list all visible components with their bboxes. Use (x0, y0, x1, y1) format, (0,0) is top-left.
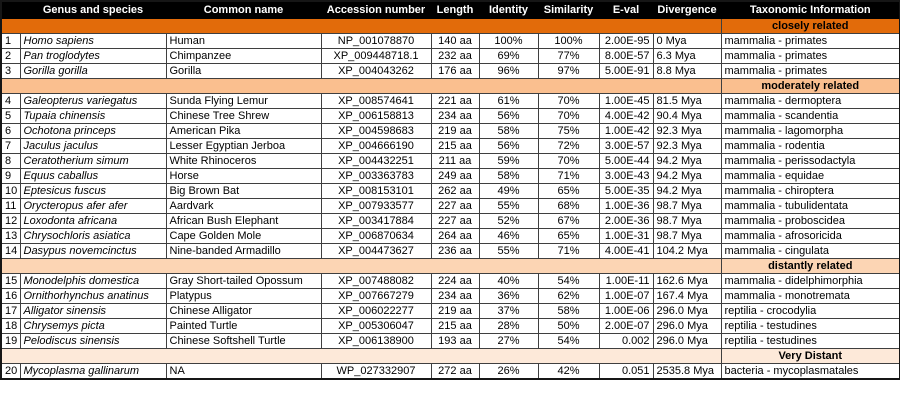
table-row (1, 139, 900, 154)
taxonomic-information-cell: mammalia - rodentia (721, 139, 900, 154)
identity-cell: 100% (479, 34, 538, 49)
length-cell: 249 aa (431, 169, 479, 184)
identity-cell: 56% (479, 139, 538, 154)
common-name-cell: Chinese Softshell Turtle (166, 334, 321, 349)
e-val-cell: 0.002 (599, 334, 653, 349)
length-cell: 234 aa (431, 109, 479, 124)
section-label: distantly related (721, 259, 900, 274)
accession-number-cell: XP_008574641 (321, 94, 431, 109)
e-val-cell: 1.00E-06 (599, 304, 653, 319)
table-row (1, 34, 900, 49)
table-row (1, 214, 900, 229)
table-row (1, 199, 900, 214)
accession-number-cell: XP_006138900 (321, 334, 431, 349)
section-band (1, 259, 721, 274)
genus-species-cell: Ochotona princeps (20, 124, 166, 139)
identity-cell: 58% (479, 124, 538, 139)
row-number-cell: 11 (1, 199, 20, 214)
table-row (1, 289, 900, 304)
accession-number-cell: XP_007933577 (321, 199, 431, 214)
common-name-cell: Chimpanzee (166, 49, 321, 64)
length-cell: 211 aa (431, 154, 479, 169)
e-val-cell: 5.00E-44 (599, 154, 653, 169)
genus-species-cell: Eptesicus fuscus (20, 184, 166, 199)
common-name-cell: Chinese Alligator (166, 304, 321, 319)
taxonomic-information-cell: mammalia - lagomorpha (721, 124, 900, 139)
common-name-cell: Horse (166, 169, 321, 184)
taxonomic-information-cell: mammalia - didelphimorphia (721, 274, 900, 289)
common-name-cell: Painted Turtle (166, 319, 321, 334)
genus-species-cell: Chrysochloris asiatica (20, 229, 166, 244)
identity-cell: 28% (479, 319, 538, 334)
divergence-cell: 98.7 Mya (653, 199, 721, 214)
column-header-genus-and-species: Genus and species (20, 1, 166, 19)
table-row (1, 304, 900, 319)
similarity-cell: 67% (538, 214, 599, 229)
row-number-cell: 20 (1, 364, 20, 380)
taxonomic-information-cell: mammalia - primates (721, 34, 900, 49)
table-row (1, 244, 900, 259)
row-number-cell: 9 (1, 169, 20, 184)
e-val-cell: 1.00E-11 (599, 274, 653, 289)
taxonomic-information-cell: mammalia - monotremata (721, 289, 900, 304)
divergence-cell: 94.2 Mya (653, 184, 721, 199)
identity-cell: 55% (479, 199, 538, 214)
table-row (1, 64, 900, 79)
e-val-cell: 2.00E-95 (599, 34, 653, 49)
common-name-cell: Human (166, 34, 321, 49)
e-val-cell: 1.00E-31 (599, 229, 653, 244)
genus-species-cell: Ceratotherium simum (20, 154, 166, 169)
length-cell: 234 aa (431, 289, 479, 304)
divergence-cell: 104.2 Mya (653, 244, 721, 259)
taxonomic-information-cell: mammalia - proboscidea (721, 214, 900, 229)
accession-number-cell: NP_001078870 (321, 34, 431, 49)
length-cell: 227 aa (431, 214, 479, 229)
e-val-cell: 1.00E-45 (599, 94, 653, 109)
common-name-cell: Chinese Tree Shrew (166, 109, 321, 124)
common-name-cell: Platypus (166, 289, 321, 304)
length-cell: 176 aa (431, 64, 479, 79)
divergence-cell: 0 Mya (653, 34, 721, 49)
accession-number-cell: XP_005306047 (321, 319, 431, 334)
similarity-cell: 54% (538, 274, 599, 289)
common-name-cell: American Pika (166, 124, 321, 139)
common-name-cell: NA (166, 364, 321, 380)
genus-species-cell: Mycoplasma gallinarum (20, 364, 166, 380)
e-val-cell: 5.00E-35 (599, 184, 653, 199)
similarity-cell: 77% (538, 49, 599, 64)
row-number-cell: 1 (1, 34, 20, 49)
column-header-e-val: E-val (599, 1, 653, 19)
row-number-cell: 19 (1, 334, 20, 349)
column-header-taxonomic-information: Taxonomic Information (721, 1, 900, 19)
divergence-cell: 92.3 Mya (653, 124, 721, 139)
taxonomic-information-cell: mammalia - primates (721, 64, 900, 79)
divergence-cell: 296.0 Mya (653, 304, 721, 319)
accession-number-cell: XP_007488082 (321, 274, 431, 289)
row-number-cell: 16 (1, 289, 20, 304)
common-name-cell: White Rhinoceros (166, 154, 321, 169)
similarity-cell: 70% (538, 109, 599, 124)
divergence-cell: 90.4 Mya (653, 109, 721, 124)
similarity-cell: 71% (538, 169, 599, 184)
table-row (1, 184, 900, 199)
identity-cell: 96% (479, 64, 538, 79)
length-cell: 264 aa (431, 229, 479, 244)
taxonomic-information-cell: reptilia - testudines (721, 334, 900, 349)
column-header-identity: Identity (479, 1, 538, 19)
e-val-cell: 1.00E-07 (599, 289, 653, 304)
row-number-cell: 10 (1, 184, 20, 199)
table-row (1, 124, 900, 139)
taxonomic-information-cell: bacteria - mycoplasmatales (721, 364, 900, 380)
length-cell: 236 aa (431, 244, 479, 259)
table-row (1, 109, 900, 124)
row-number-cell: 4 (1, 94, 20, 109)
length-cell: 262 aa (431, 184, 479, 199)
identity-cell: 40% (479, 274, 538, 289)
row-number-cell: 18 (1, 319, 20, 334)
accession-number-cell: XP_004666190 (321, 139, 431, 154)
similarity-cell: 72% (538, 139, 599, 154)
genus-species-cell: Jaculus jaculus (20, 139, 166, 154)
taxonomic-information-cell: mammalia - tubulidentata (721, 199, 900, 214)
accession-number-cell: XP_007667279 (321, 289, 431, 304)
identity-cell: 49% (479, 184, 538, 199)
similarity-cell: 65% (538, 229, 599, 244)
identity-cell: 26% (479, 364, 538, 380)
accession-number-cell: XP_008153101 (321, 184, 431, 199)
genus-species-cell: Ornithorhynchus anatinus (20, 289, 166, 304)
divergence-cell: 296.0 Mya (653, 334, 721, 349)
identity-cell: 61% (479, 94, 538, 109)
table-row (1, 169, 900, 184)
e-val-cell: 1.00E-36 (599, 199, 653, 214)
common-name-cell: Gray Short-tailed Opossum (166, 274, 321, 289)
divergence-cell: 94.2 Mya (653, 154, 721, 169)
divergence-cell: 8.8 Mya (653, 64, 721, 79)
accession-number-cell: XP_004598683 (321, 124, 431, 139)
similarity-cell: 100% (538, 34, 599, 49)
table-row (1, 319, 900, 334)
genus-species-cell: Pan troglodytes (20, 49, 166, 64)
similarity-cell: 50% (538, 319, 599, 334)
accession-number-cell: XP_006870634 (321, 229, 431, 244)
genus-species-cell: Homo sapiens (20, 34, 166, 49)
genus-species-cell: Pelodiscus sinensis (20, 334, 166, 349)
genus-species-cell: Gorilla gorilla (20, 64, 166, 79)
divergence-cell: 296.0 Mya (653, 319, 721, 334)
identity-cell: 46% (479, 229, 538, 244)
table-row (1, 154, 900, 169)
common-name-cell: Aardvark (166, 199, 321, 214)
length-cell: 227 aa (431, 199, 479, 214)
section-band (1, 19, 721, 34)
similarity-cell: 65% (538, 184, 599, 199)
genus-species-cell: Monodelphis domestica (20, 274, 166, 289)
identity-cell: 59% (479, 154, 538, 169)
common-name-cell: Lesser Egyptian Jerboa (166, 139, 321, 154)
taxonomic-information-cell: mammalia - primates (721, 49, 900, 64)
genus-species-cell: Chrysemys picta (20, 319, 166, 334)
taxonomic-information-cell: mammalia - perissodactyla (721, 154, 900, 169)
identity-cell: 27% (479, 334, 538, 349)
row-number-cell: 2 (1, 49, 20, 64)
section-label: closely related (721, 19, 900, 34)
accession-number-cell: XP_003363783 (321, 169, 431, 184)
column-header-common-name: Common name (166, 1, 321, 19)
similarity-cell: 68% (538, 199, 599, 214)
length-cell: 140 aa (431, 34, 479, 49)
similarity-cell: 70% (538, 154, 599, 169)
identity-cell: 58% (479, 169, 538, 184)
row-number-cell: 17 (1, 304, 20, 319)
divergence-cell: 98.7 Mya (653, 229, 721, 244)
similarity-cell: 54% (538, 334, 599, 349)
accession-number-cell: WP_027332907 (321, 364, 431, 380)
e-val-cell: 4.00E-42 (599, 109, 653, 124)
length-cell: 215 aa (431, 139, 479, 154)
genus-species-cell: Loxodonta africana (20, 214, 166, 229)
identity-cell: 37% (479, 304, 538, 319)
genus-species-cell: Dasypus novemcinctus (20, 244, 166, 259)
row-number-cell: 14 (1, 244, 20, 259)
similarity-cell: 75% (538, 124, 599, 139)
section-row-closely-related (1, 19, 900, 34)
taxonomic-information-cell: mammalia - equidae (721, 169, 900, 184)
row-number-column-header (1, 1, 20, 19)
identity-cell: 56% (479, 109, 538, 124)
taxonomic-information-cell: reptilia - testudines (721, 319, 900, 334)
row-number-cell: 8 (1, 154, 20, 169)
column-header-length: Length (431, 1, 479, 19)
similarity-cell: 71% (538, 244, 599, 259)
table-row (1, 274, 900, 289)
divergence-cell: 6.3 Mya (653, 49, 721, 64)
common-name-cell: Nine-banded Armadillo (166, 244, 321, 259)
genus-species-cell: Alligator sinensis (20, 304, 166, 319)
accession-number-cell: XP_006022277 (321, 304, 431, 319)
length-cell: 272 aa (431, 364, 479, 380)
divergence-cell: 92.3 Mya (653, 139, 721, 154)
row-number-cell: 3 (1, 64, 20, 79)
accession-number-cell: XP_004432251 (321, 154, 431, 169)
e-val-cell: 2.00E-36 (599, 214, 653, 229)
e-val-cell: 2.00E-07 (599, 319, 653, 334)
taxonomic-information-cell: mammalia - cingulata (721, 244, 900, 259)
divergence-cell: 167.4 Mya (653, 289, 721, 304)
similarity-cell: 58% (538, 304, 599, 319)
divergence-cell: 162.6 Mya (653, 274, 721, 289)
table-row (1, 334, 900, 349)
row-number-cell: 15 (1, 274, 20, 289)
section-row-distantly-related (1, 259, 900, 274)
e-val-cell: 1.00E-42 (599, 124, 653, 139)
section-band (1, 349, 721, 364)
common-name-cell: African Bush Elephant (166, 214, 321, 229)
section-label: Very Distant (721, 349, 900, 364)
taxonomic-information-cell: reptilia - crocodylia (721, 304, 900, 319)
accession-number-cell: XP_006158813 (321, 109, 431, 124)
identity-cell: 52% (479, 214, 538, 229)
genus-species-cell: Galeopterus variegatus (20, 94, 166, 109)
accession-number-cell: XP_004043262 (321, 64, 431, 79)
taxonomic-information-cell: mammalia - dermoptera (721, 94, 900, 109)
similarity-cell: 62% (538, 289, 599, 304)
length-cell: 193 aa (431, 334, 479, 349)
section-band (1, 79, 721, 94)
e-val-cell: 5.00E-91 (599, 64, 653, 79)
table-row (1, 49, 900, 64)
section-label: moderately related (721, 79, 900, 94)
length-cell: 232 aa (431, 49, 479, 64)
length-cell: 221 aa (431, 94, 479, 109)
taxonomic-information-cell: mammalia - chiroptera (721, 184, 900, 199)
table-header-row (1, 1, 900, 19)
identity-cell: 36% (479, 289, 538, 304)
similarity-cell: 42% (538, 364, 599, 380)
length-cell: 219 aa (431, 304, 479, 319)
common-name-cell: Big Brown Bat (166, 184, 321, 199)
similarity-cell: 97% (538, 64, 599, 79)
e-val-cell: 3.00E-57 (599, 139, 653, 154)
identity-cell: 69% (479, 49, 538, 64)
taxonomic-information-cell: mammalia - afrosoricida (721, 229, 900, 244)
length-cell: 224 aa (431, 274, 479, 289)
table-row (1, 364, 900, 380)
length-cell: 215 aa (431, 319, 479, 334)
e-val-cell: 8.00E-57 (599, 49, 653, 64)
table-row (1, 229, 900, 244)
genus-species-cell: Orycteropus afer afer (20, 199, 166, 214)
row-number-cell: 13 (1, 229, 20, 244)
common-name-cell: Gorilla (166, 64, 321, 79)
accession-number-cell: XP_003417884 (321, 214, 431, 229)
divergence-cell: 98.7 Mya (653, 214, 721, 229)
common-name-cell: Cape Golden Mole (166, 229, 321, 244)
identity-cell: 55% (479, 244, 538, 259)
accession-number-cell: XP_009448718.1 (321, 49, 431, 64)
divergence-cell: 94.2 Mya (653, 169, 721, 184)
similarity-cell: 70% (538, 94, 599, 109)
table-row (1, 94, 900, 109)
column-header-divergence: Divergence (653, 1, 721, 19)
column-header-similarity: Similarity (538, 1, 599, 19)
e-val-cell: 4.00E-41 (599, 244, 653, 259)
taxonomic-information-cell: mammalia - scandentia (721, 109, 900, 124)
genus-species-cell: Equus caballus (20, 169, 166, 184)
row-number-cell: 12 (1, 214, 20, 229)
divergence-cell: 81.5 Mya (653, 94, 721, 109)
genus-species-cell: Tupaia chinensis (20, 109, 166, 124)
row-number-cell: 6 (1, 124, 20, 139)
e-val-cell: 0.051 (599, 364, 653, 380)
row-number-cell: 5 (1, 109, 20, 124)
common-name-cell: Sunda Flying Lemur (166, 94, 321, 109)
accession-number-cell: XP_004473627 (321, 244, 431, 259)
divergence-cell: 2535.8 Mya (653, 364, 721, 380)
section-row-very-distant (1, 349, 900, 364)
length-cell: 219 aa (431, 124, 479, 139)
section-row-moderately-related (1, 79, 900, 94)
row-number-cell: 7 (1, 139, 20, 154)
e-val-cell: 3.00E-43 (599, 169, 653, 184)
column-header-accession-number: Accession number (321, 1, 431, 19)
